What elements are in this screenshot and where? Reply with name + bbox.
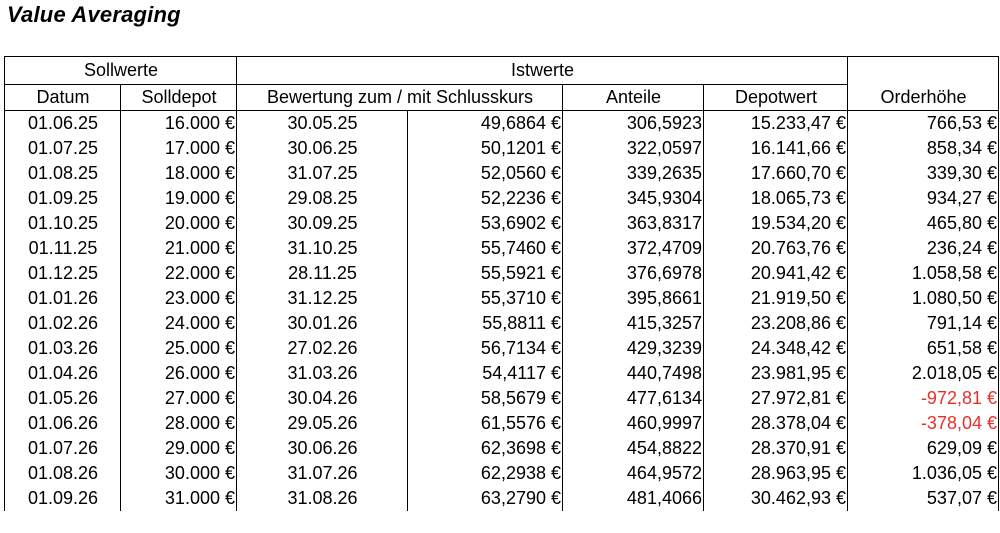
table-row [5,136,999,161]
cell-solldepot[interactable]: 16.000 € [121,111,237,137]
table-row [5,361,999,386]
cell-schlusskurs[interactable]: 62,2938 € [408,461,563,486]
cell-bewertung-datum[interactable]: 31.07.25 [237,161,408,186]
table-row [5,211,999,236]
cell-solldepot[interactable]: 18.000 € [121,161,237,186]
cell-schlusskurs[interactable]: 50,1201 € [408,136,563,161]
table-row [5,386,999,411]
cell-anteile[interactable]: 454,8822 [563,436,704,461]
cell-datum[interactable]: 01.07.26 [5,436,121,461]
cell-anteile[interactable]: 415,3257 [563,311,704,336]
cell-bewertung-datum[interactable]: 30.01.26 [237,311,408,336]
cell-orderhoehe[interactable]: 236,24 € [848,236,999,261]
table-row [5,461,999,486]
cell-orderhoehe[interactable]: 2.018,05 € [848,361,999,386]
cell-orderhoehe[interactable]: 629,09 € [848,436,999,461]
cell-solldepot[interactable]: 25.000 € [121,336,237,361]
cell-schlusskurs[interactable]: 54,4117 € [408,361,563,386]
cell-bewertung-datum[interactable]: 31.12.25 [237,286,408,311]
cell-schlusskurs[interactable]: 53,6902 € [408,211,563,236]
cell-anteile[interactable]: 395,8661 [563,286,704,311]
group-header-sollwerte[interactable]: Sollwerte [5,57,237,85]
cell-depotwert[interactable]: 28.963,95 € [704,461,848,486]
cell-datum[interactable]: 01.06.26 [5,411,121,436]
cell-depotwert[interactable]: 30.462,93 € [704,486,848,511]
cell-schlusskurs[interactable]: 63,2790 € [408,486,563,511]
cell-orderhoehe[interactable]: 1.036,05 € [848,461,999,486]
cell-bewertung-datum[interactable]: 30.04.26 [237,386,408,411]
cell-depotwert[interactable]: 19.534,20 € [704,211,848,236]
cell-solldepot[interactable]: 21.000 € [121,236,237,261]
cell-orderhoehe[interactable]: 651,58 € [848,336,999,361]
table-row [5,236,999,261]
cell-solldepot[interactable]: 26.000 € [121,361,237,386]
cell-solldepot[interactable]: 23.000 € [121,286,237,311]
table-row [5,436,999,461]
cell-schlusskurs[interactable]: 49,6864 € [408,111,563,137]
cell-datum[interactable]: 01.08.26 [5,461,121,486]
cell-orderhoehe[interactable]: 791,14 € [848,311,999,336]
table-row [5,261,999,286]
cell-bewertung-datum[interactable]: 31.10.25 [237,236,408,261]
cell-bewertung-datum[interactable]: 27.02.26 [237,336,408,361]
cell-depotwert[interactable]: 20.763,76 € [704,236,848,261]
cell-schlusskurs[interactable]: 55,5921 € [408,261,563,286]
cell-datum[interactable]: 01.08.25 [5,161,121,186]
cell-anteile[interactable]: 429,3239 [563,336,704,361]
column-header-anteile[interactable]: Anteile [563,85,704,111]
cell-solldepot[interactable]: 20.000 € [121,211,237,236]
cell-bewertung-datum[interactable]: 28.11.25 [237,261,408,286]
column-header-datum[interactable]: Datum [5,85,121,111]
cell-orderhoehe[interactable]: 1.080,50 € [848,286,999,311]
cell-datum[interactable]: 01.04.26 [5,361,121,386]
cell-anteile[interactable]: 339,2635 [563,161,704,186]
cell-depotwert[interactable]: 15.233,47 € [704,111,848,137]
cell-depotwert[interactable]: 24.348,42 € [704,336,848,361]
cell-schlusskurs[interactable]: 56,7134 € [408,336,563,361]
cell-schlusskurs[interactable]: 52,2236 € [408,186,563,211]
cell-bewertung-datum[interactable]: 29.08.25 [237,186,408,211]
cell-bewertung-datum[interactable]: 31.08.26 [237,486,408,511]
cell-orderhoehe[interactable]: 766,53 € [848,111,999,137]
cell-depotwert[interactable]: 18.065,73 € [704,186,848,211]
column-header-depotwert[interactable]: Depotwert [704,85,848,111]
cell-anteile[interactable]: 481,4066 [563,486,704,511]
table-row [5,411,999,436]
table-row [5,111,999,137]
cell-datum[interactable]: 01.06.25 [5,111,121,137]
cell-datum[interactable]: 01.05.26 [5,386,121,411]
cell-orderhoehe[interactable]: -972,81 € [848,386,999,411]
cell-depotwert[interactable]: 23.208,86 € [704,311,848,336]
cell-solldepot[interactable]: 27.000 € [121,386,237,411]
sheet-title: Value Averaging [7,2,181,27]
cell-bewertung-datum[interactable]: 30.06.25 [237,136,408,161]
cell-depotwert[interactable]: 20.941,42 € [704,261,848,286]
cell-anteile[interactable]: 477,6134 [563,386,704,411]
table-row [5,336,999,361]
cell-schlusskurs[interactable]: 55,8811 € [408,311,563,336]
cell-solldepot[interactable]: 28.000 € [121,411,237,436]
column-header-bewertung[interactable]: Bewertung zum / mit Schlusskurs [237,85,563,111]
cell-orderhoehe[interactable]: 465,80 € [848,211,999,236]
cell-orderhoehe[interactable]: 1.058,58 € [848,261,999,286]
group-header-istwerte[interactable]: Istwerte [237,57,848,85]
cell-datum[interactable]: 01.02.26 [5,311,121,336]
cell-schlusskurs[interactable]: 61,5576 € [408,411,563,436]
cell-bewertung-datum[interactable]: 30.09.25 [237,211,408,236]
cell-depotwert[interactable]: 28.370,91 € [704,436,848,461]
cell-solldepot[interactable]: 30.000 € [121,461,237,486]
cell-datum[interactable]: 01.11.25 [5,236,121,261]
cell-orderhoehe[interactable]: 858,34 € [848,136,999,161]
table-row [5,311,999,336]
cell-schlusskurs[interactable]: 52,0560 € [408,161,563,186]
cell-solldepot[interactable]: 24.000 € [121,311,237,336]
cell-datum[interactable]: 01.09.25 [5,186,121,211]
cell-anteile[interactable]: 372,4709 [563,236,704,261]
cell-anteile[interactable]: 345,9304 [563,186,704,211]
value-averaging-table [4,56,999,511]
cell-schlusskurs[interactable]: 62,3698 € [408,436,563,461]
table-row [5,486,999,511]
cell-bewertung-datum[interactable]: 30.05.25 [237,111,408,137]
cell-depotwert[interactable]: 28.378,04 € [704,411,848,436]
cell-bewertung-datum[interactable]: 29.05.26 [237,411,408,436]
cell-anteile[interactable]: 363,8317 [563,211,704,236]
table-row [5,286,999,311]
cell-solldepot[interactable]: 29.000 € [121,436,237,461]
cell-solldepot[interactable]: 31.000 € [121,486,237,511]
cell-datum[interactable]: 01.01.26 [5,286,121,311]
column-header-orderhoehe[interactable]: Orderhöhe [848,57,999,111]
cell-depotwert[interactable]: 27.972,81 € [704,386,848,411]
cell-orderhoehe[interactable]: -378,04 € [848,411,999,436]
cell-orderhoehe[interactable]: 339,30 € [848,161,999,186]
cell-orderhoehe[interactable]: 537,07 € [848,486,999,511]
cell-schlusskurs[interactable]: 58,5679 € [408,386,563,411]
cell-solldepot[interactable]: 19.000 € [121,186,237,211]
cell-orderhoehe[interactable]: 934,27 € [848,186,999,211]
cell-bewertung-datum[interactable]: 31.07.26 [237,461,408,486]
cell-datum[interactable]: 01.12.25 [5,261,121,286]
cell-datum[interactable]: 01.03.26 [5,336,121,361]
cell-schlusskurs[interactable]: 55,7460 € [408,236,563,261]
cell-depotwert[interactable]: 17.660,70 € [704,161,848,186]
column-header-solldepot[interactable]: Solldepot [121,85,237,111]
cell-anteile[interactable]: 322,0597 [563,136,704,161]
cell-datum[interactable]: 01.07.25 [5,136,121,161]
cell-anteile[interactable]: 460,9997 [563,411,704,436]
cell-anteile[interactable]: 376,6978 [563,261,704,286]
table-row [5,186,999,211]
cell-anteile[interactable]: 306,5923 [563,111,704,137]
cell-datum[interactable]: 01.10.25 [5,211,121,236]
cell-anteile[interactable]: 440,7498 [563,361,704,386]
cell-bewertung-datum[interactable]: 31.03.26 [237,361,408,386]
cell-schlusskurs[interactable]: 55,3710 € [408,286,563,311]
cell-datum[interactable]: 01.09.26 [5,486,121,511]
cell-solldepot[interactable]: 17.000 € [121,136,237,161]
table-row [5,161,999,186]
cell-bewertung-datum[interactable]: 30.06.26 [237,436,408,461]
cell-depotwert[interactable]: 23.981,95 € [704,361,848,386]
cell-solldepot[interactable]: 22.000 € [121,261,237,286]
cell-depotwert[interactable]: 16.141,66 € [704,136,848,161]
cell-anteile[interactable]: 464,9572 [563,461,704,486]
cell-depotwert[interactable]: 21.919,50 € [704,286,848,311]
